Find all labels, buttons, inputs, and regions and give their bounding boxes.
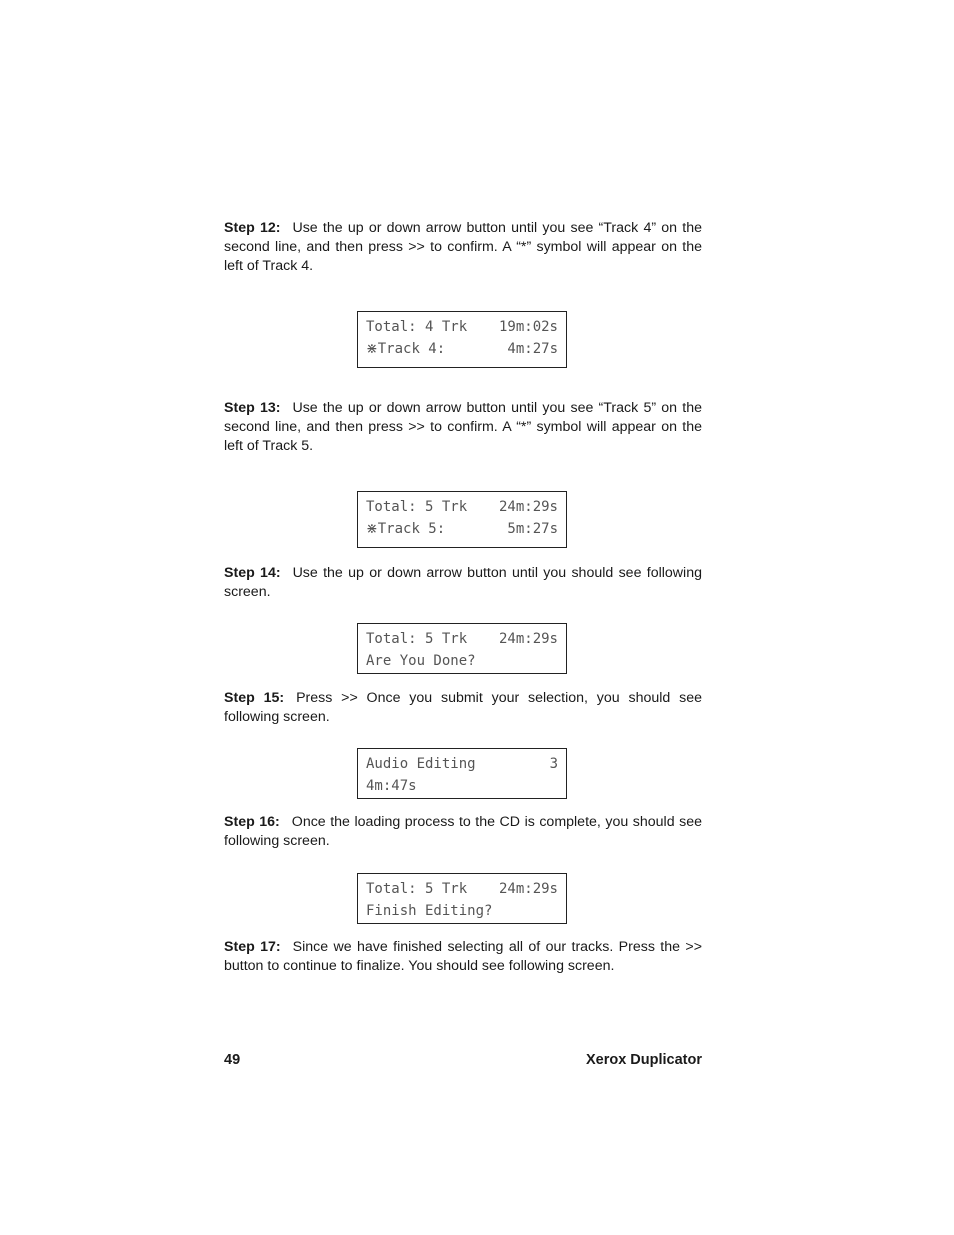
step-12: [224, 219, 702, 276]
lcd-text: 4m:47s: [366, 778, 417, 794]
step-15: [224, 689, 702, 727]
step-label: Step 12:: [224, 220, 281, 236]
lcd-text: ⋇Track 5:: [366, 521, 446, 537]
lcd-text: Total: 5 Trk: [366, 499, 468, 515]
page-footer: [224, 1052, 702, 1068]
lcd-screen: [357, 491, 567, 548]
lcd-screen: [357, 748, 567, 799]
lcd-line-1: [366, 628, 558, 650]
lcd-line-2: [366, 338, 558, 360]
lcd-text: 19m:02s: [498, 319, 558, 335]
lcd-line-1: [366, 878, 558, 900]
step-label: Step 16:: [224, 814, 280, 830]
lcd-line-1: [366, 316, 558, 338]
step-13: [224, 399, 702, 456]
lcd-screen: [357, 311, 567, 368]
step-text: Use the up or down arrow button until you see “Track 5” on the second line, and then press >> to confirm. A “*” symbol will appear on the left of Track 5.: [224, 400, 702, 454]
step-text: Once the loading process to the CD is complete, you should see following screen.: [224, 814, 702, 849]
lcd-screen: [357, 873, 567, 924]
document-title: Xerox Duplicator: [585, 1052, 702, 1068]
step-label: Step 14:: [224, 565, 281, 581]
lcd-line-1: [366, 753, 558, 775]
lcd-line-2: [366, 775, 558, 797]
step-17: [224, 938, 702, 976]
step-text: Since we have finished selecting all of our tracks. Press the >> button to continue to finalize. You should see following screen.: [224, 939, 702, 974]
lcd-text: ⋇Track 4:: [366, 341, 446, 357]
lcd-text: 24m:29s: [498, 499, 558, 515]
step-text: Use the up or down arrow button until you see “Track 4” on the second line, and then press >> to confirm. A “*” symbol will appear on the left of Track 4.: [224, 220, 702, 274]
lcd-text: 4m:27s: [507, 341, 558, 357]
lcd-text: Total: 5 Trk: [366, 631, 468, 647]
lcd-text: Total: 5 Trk: [366, 881, 468, 897]
step-label: Step 13:: [224, 400, 281, 416]
lcd-line-1: [366, 496, 558, 518]
lcd-text: Audio Editing: [366, 756, 476, 772]
lcd-text: 3: [549, 756, 558, 772]
lcd-screen: [357, 623, 567, 674]
lcd-text: 24m:29s: [498, 631, 558, 647]
step-14: [224, 564, 702, 602]
step-16: [224, 813, 702, 851]
lcd-line-2: [366, 650, 558, 672]
lcd-text: Finish Editing?: [366, 903, 493, 919]
lcd-line-2: [366, 900, 558, 922]
lcd-line-2: [366, 518, 558, 540]
step-text: Press >> Once you submit your selection, you should see following screen.: [224, 690, 702, 725]
lcd-text: Are You Done?: [366, 653, 476, 669]
lcd-text: 24m:29s: [498, 881, 558, 897]
page-number: 49: [224, 1052, 241, 1068]
step-text: Use the up or down arrow button until you should see following screen.: [224, 565, 702, 600]
lcd-text: 5m:27s: [507, 521, 558, 537]
step-label: Step 17:: [224, 939, 281, 955]
step-label: Step 15:: [224, 690, 285, 706]
lcd-text: Total: 4 Trk: [366, 319, 468, 335]
